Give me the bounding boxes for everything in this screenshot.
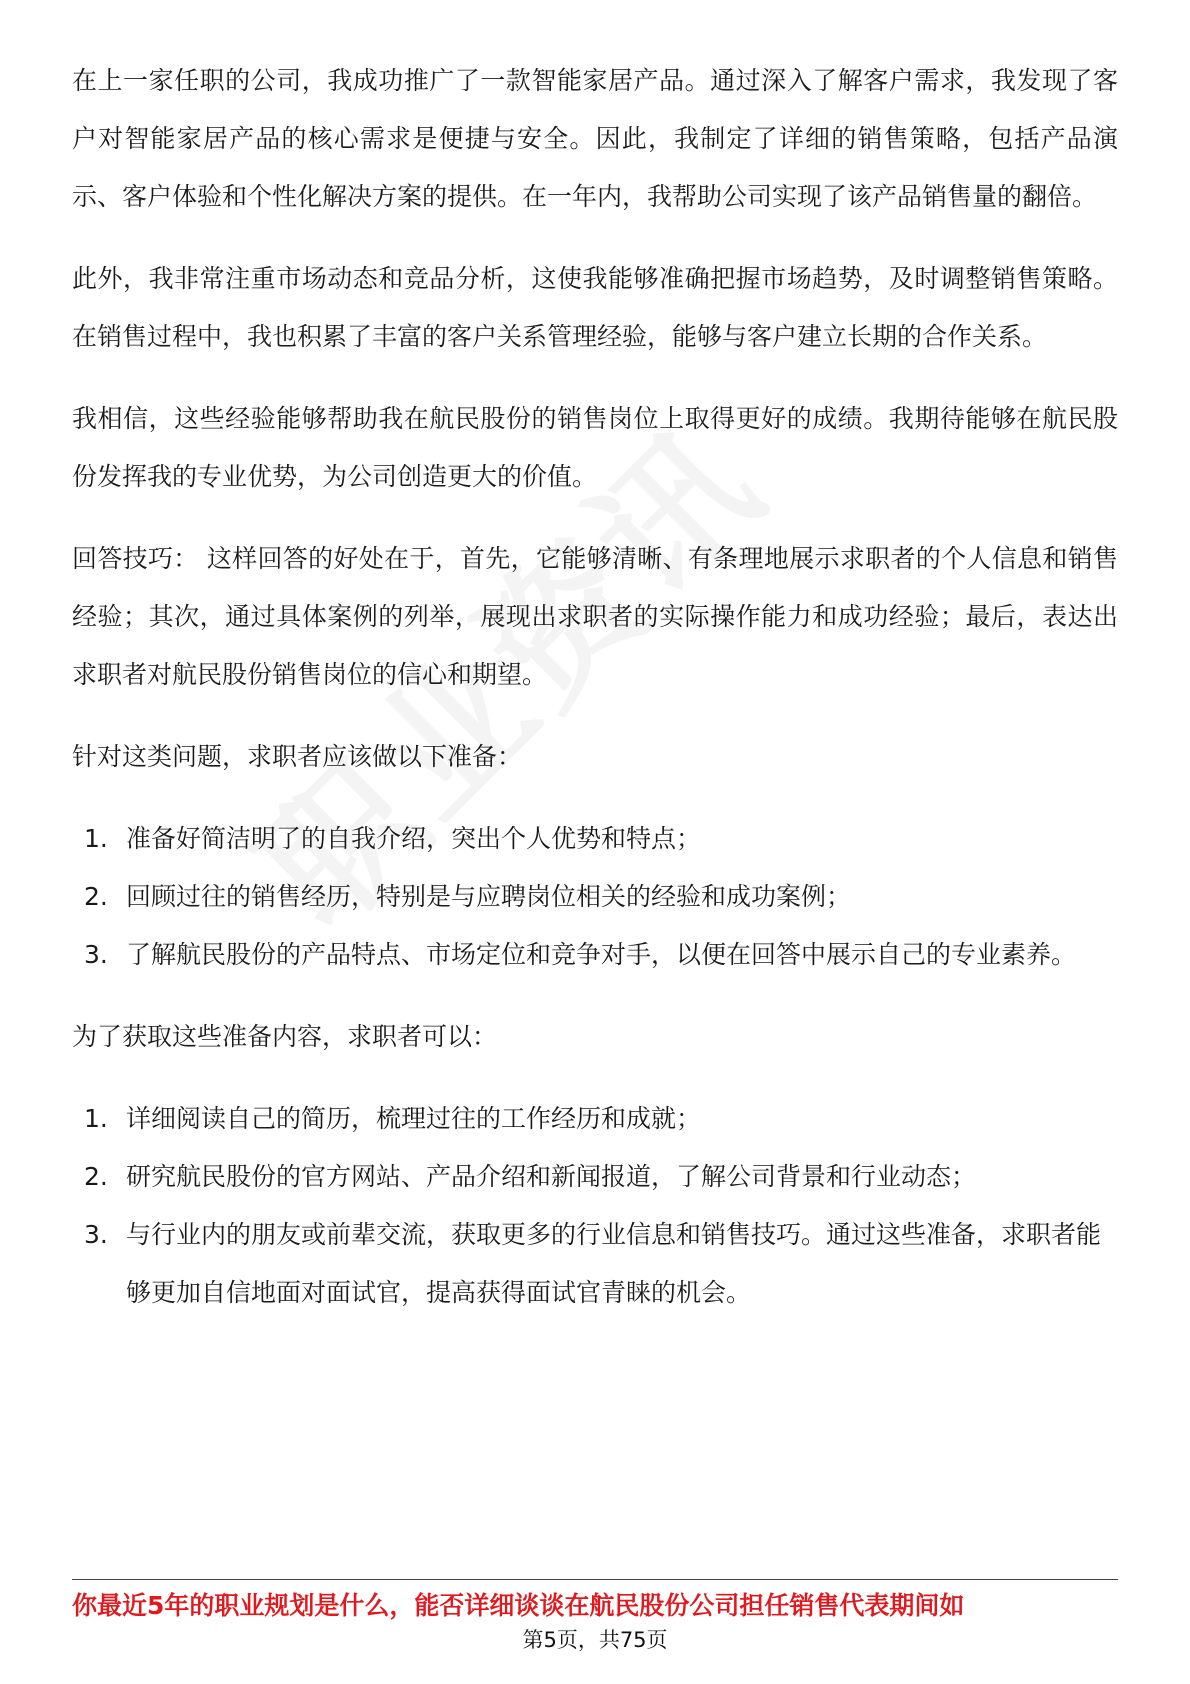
list-number: 3. <box>84 1220 108 1249</box>
list-item <box>72 810 1118 868</box>
obtain-list <box>72 1090 1118 1322</box>
list-item-text: 了解航民股份的产品特点、市场定位和竞争对手，以便在回答中展示自己的专业素养。 <box>126 940 1077 969</box>
paragraph-belief: 我相信，这些经验能够帮助我在航民股份的销售岗位上取得更好的成绩。我期待能够在航民股份发挥我的专业优势，为公司创造更大的价值。 <box>72 404 1118 491</box>
paragraph-tips: 回答技巧： 这样回答的好处在于，首先，它能够清晰、有条理地展示求职者的个人信息和销售经验；其次，通过具体案例的列举，展现出求职者的实际操作能力和成功经验；最后，表达出求职者对航民股份销售岗位的信心和期望。 <box>72 544 1118 689</box>
list-item-text: 与行业内的朋友或前辈交流，获取更多的行业信息和销售技巧。通过这些准备，求职者能够更加自信地面对面试官，提高获得面试官青睐的机会。 <box>126 1220 1102 1307</box>
list-number: 1. <box>84 824 108 853</box>
paragraph-prepare-intro: 针对这类问题，求职者应该做以下准备： <box>72 742 523 771</box>
list-number: 2. <box>84 882 108 911</box>
footer-divider <box>72 1579 1118 1580</box>
paragraph-market: 此外，我非常注重市场动态和竞品分析，这使我能够准确把握市场趋势，及时调整销售策略。在销售过程中，我也积累了丰富的客户关系管理经验，能够与客户建立长期的合作关系。 <box>72 264 1118 351</box>
list-item-text: 研究航民股份的官方网站、产品介绍和新闻报道，了解公司背景和行业动态； <box>126 1162 977 1191</box>
main-content <box>72 52 1118 1346</box>
list-item-text: 详细阅读自己的简历，梳理过往的工作经历和成就； <box>126 1104 702 1133</box>
list-item <box>72 1090 1118 1148</box>
list-item <box>72 1148 1118 1206</box>
list-number: 3. <box>84 940 108 969</box>
list-number: 2. <box>84 1162 108 1191</box>
list-item <box>72 1206 1118 1322</box>
prepare-list <box>72 810 1118 984</box>
list-number: 1. <box>84 1104 108 1133</box>
paragraph-case: 在上一家任职的公司，我成功推广了一款智能家居产品。通过深入了解客户需求，我发现了客户对智能家居产品的核心需求是便捷与安全。因此，我制定了详细的销售策略，包括产品演示、客户体验和个性化解决方案的提供。在一年内，我帮助公司实现了该产品销售量的翻倍。 <box>72 66 1118 211</box>
list-item-text: 回顾过往的销售经历，特别是与应聘岗位相关的经验和成功案例； <box>126 882 852 911</box>
list-item <box>72 926 1118 984</box>
list-item-text: 准备好简洁明了的自我介绍，突出个人优势和特点； <box>126 824 702 853</box>
page-number: 第5页，共75页 <box>522 1628 668 1652</box>
paragraph-obtain-intro: 为了获取这些准备内容，求职者可以： <box>72 1022 498 1051</box>
next-question-title: 你最近5年的职业规划是什么，能否详细谈谈在航民股份公司担任销售代表期间如 <box>72 1591 965 1620</box>
list-item <box>72 868 1118 926</box>
